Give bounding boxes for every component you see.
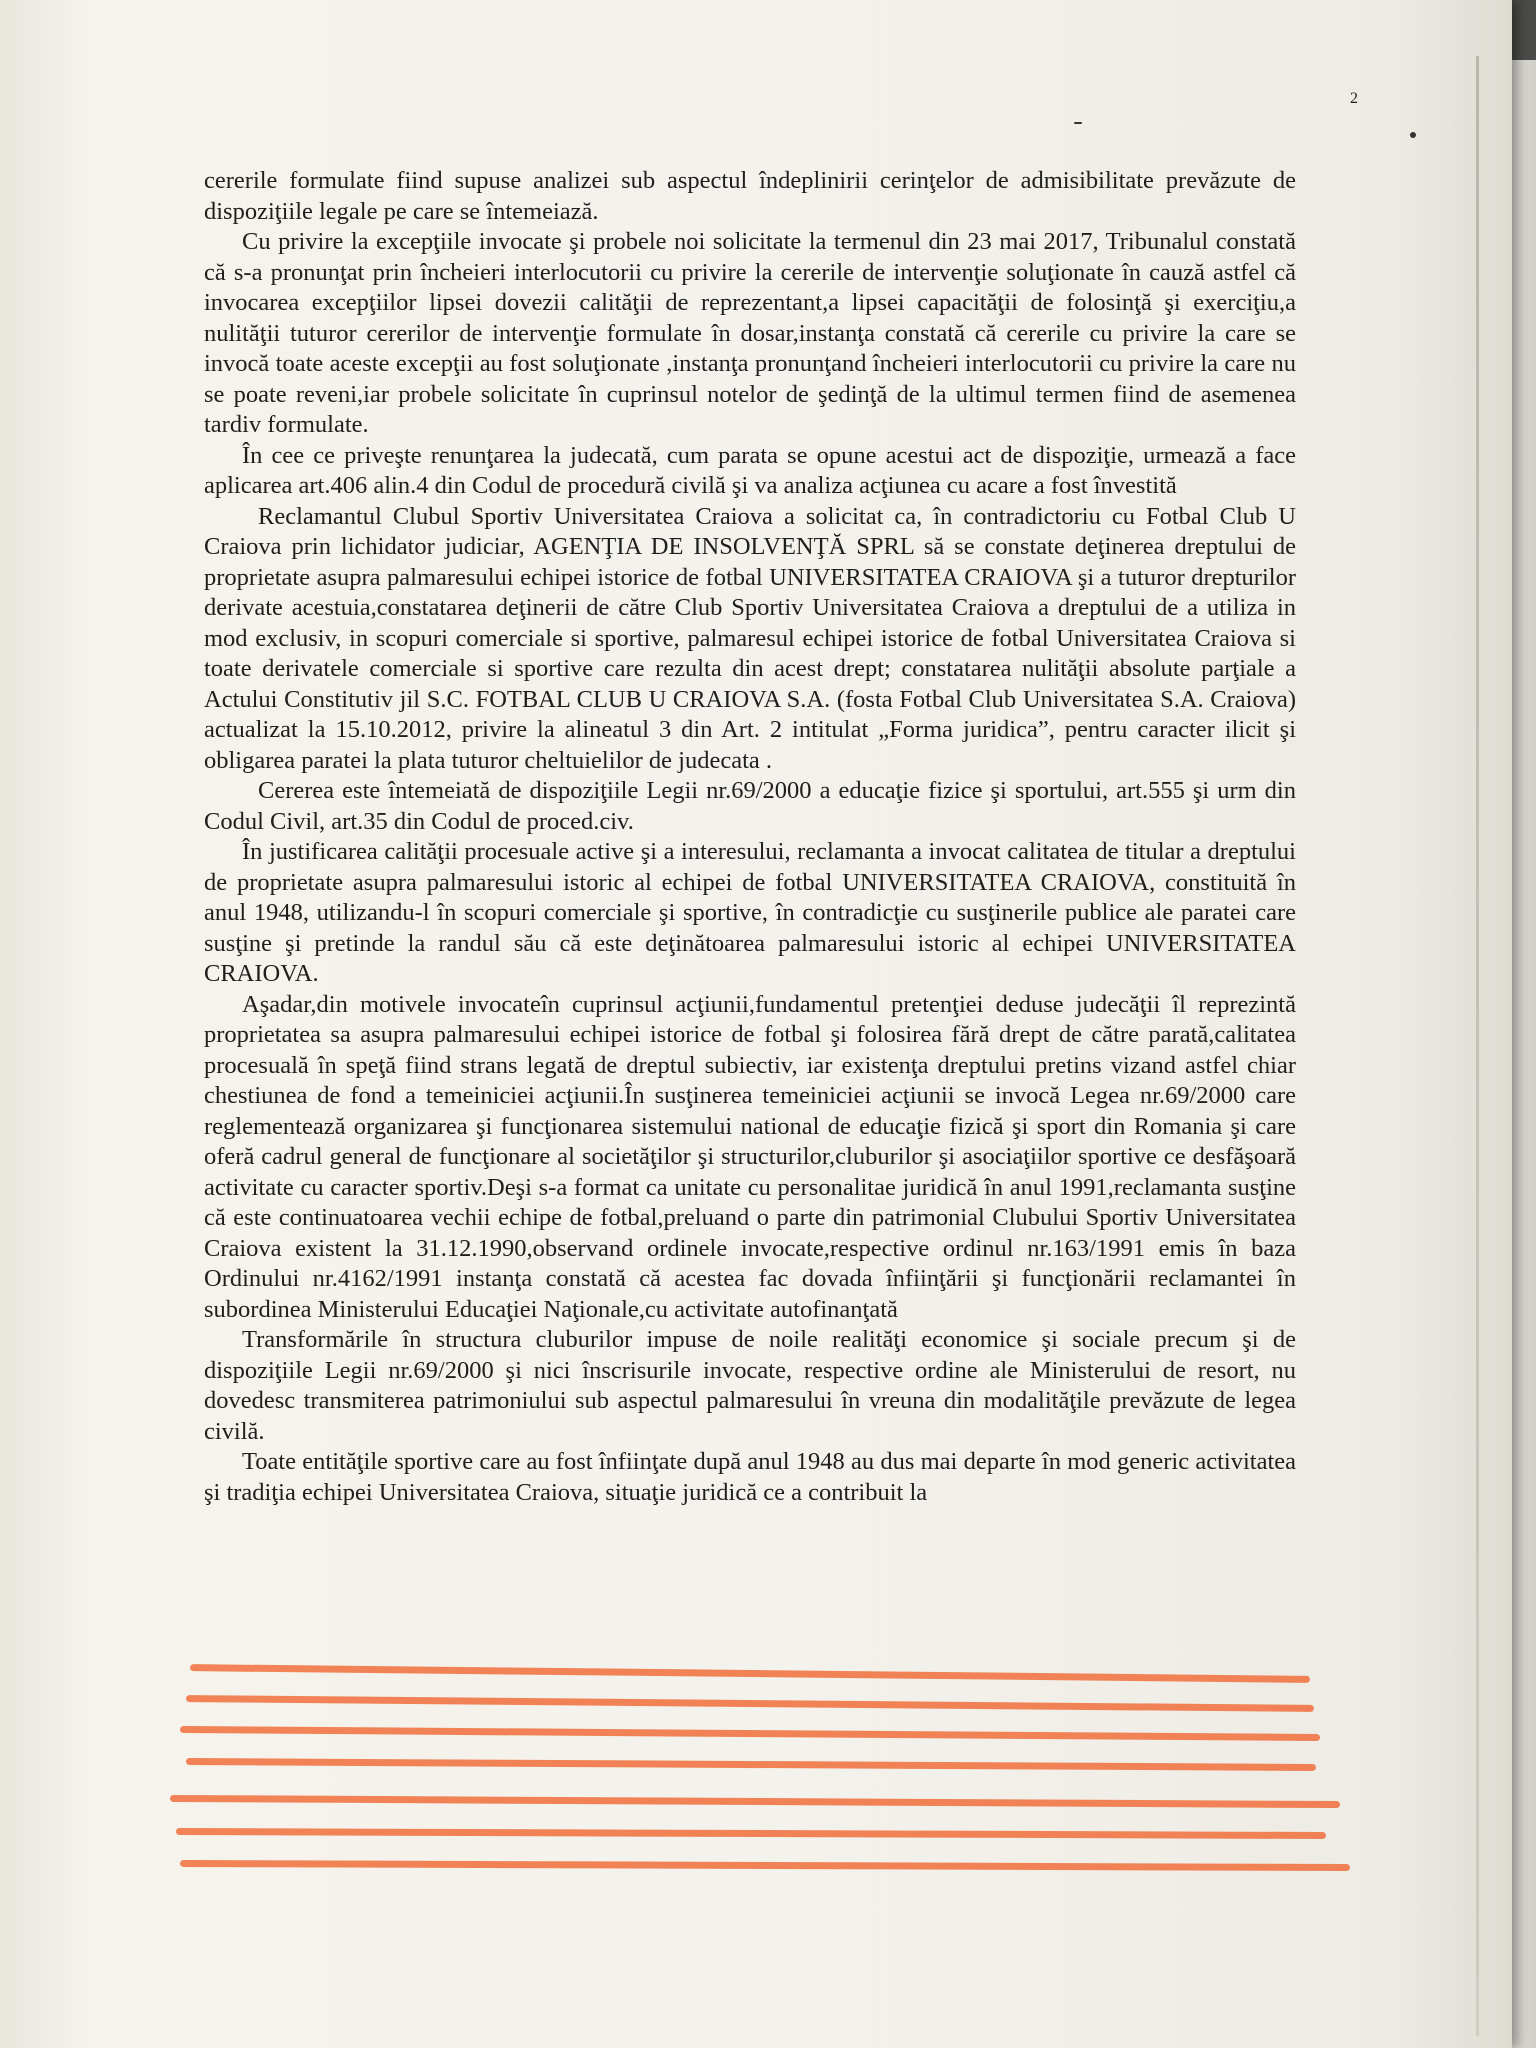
paragraph-3: În cee ce priveşte renunţarea la judecată, cum parata se opune acestui act de dispoziţie, urmează a face aplicarea art.406 alin.4 din Codul de procedură civilă şi va analiza acţiunea cu acare a fost învestită [204, 441, 1296, 499]
speck [1074, 122, 1082, 124]
paragraph-6: În justificarea calităţii procesuale active şi a interesului, reclamanta a invocat calitatea de titular a dreptului de proprietate asupra palmaresului istoric al echipei de fotbal UNIVERSITATEA CRAIOVA, constituită în anul 1948, utilizandu-l în scopuri comerciale şi sportive, în contradicţie cu susţinerile publice ale paratei care susţine şi pretinde la randul său că este deţinătoarea palmaresului istoric al echipei UNIVERSITATEA CRAIOVA. [204, 838, 1296, 987]
paragraph-8-highlighted: Transformările în structura cluburilor impuse de noile realităţi economice şi sociale precum şi de dispoziţiile Legii nr.69/2000 şi nici înscrisurile invocate, respective ordine ale Ministerului de resort, nu dovedesc transmiterea patrimoniului sub aspectul palmaresului în vreuna din modalităţile prevăzute de legea civilă. [204, 1326, 1296, 1445]
page-marker: 2 [1350, 90, 1358, 107]
highlight-stroke [186, 1695, 1314, 1712]
highlight-stroke [180, 1860, 1350, 1871]
highlight-stroke [190, 1664, 1310, 1683]
speck [1410, 132, 1416, 138]
paragraph-1: cererile formulate fiind supuse analizei sub aspectul îndeplinirii cerinţelor de admisibilitate prevăzute de dispoziţiile legale pe care se întemeiază. [204, 167, 1296, 225]
paragraph-4: Reclamantul Clubul Sportiv Universitatea Craiova a solicitat ca, în contradictoriu cu Fotbal Club U Craiova prin lichidator judiciar, AGENŢIA DE INSOLVENŢĂ SPRL să se constate deţinerea dreptului de proprietate asupra palmaresului echipei istorice de fotbal UNIVERSITATEA CRAIOVA şi a tuturor drepturilor derivate acestuia,constatarea deţinerii de către Club Sportiv Universitatea Craiova a dreptului de a utiliza in mod exclusiv, in scopuri comerciale si sportive, palmaresul echipei istorice de fotbal Universitatea Craiova si toate derivatele comerciale si sportive care rezulta din acest drept; constatarea nulităţii absolute parţiale a Actului Constitutiv jil S.C. FOTBAL CLUB U CRAIOVA S.A. (fosta Fotbal Club Universitatea S.A. Craiova) actualizat la 15.10.2012, privire la alineatul 3 din Art. 2 intitulat „Forma juridica”, pentru caracter ilicit şi obligarea paratei la plata tuturor cheltuielilor de judecata . [204, 502, 1296, 774]
highlight-stroke [176, 1828, 1326, 1839]
document-body [204, 166, 1296, 1508]
paragraph-2: Cu privire la excepţiile invocate şi probele noi solicitate la termenul din 23 mai 2017, Tribunalul constată că s-a pronunţat prin încheieri interlocutorii cu privire la cererile de intervenţie soluţionate în cauză astfel că invocarea excepţiilor lipsei dovezii calităţii de reprezentant,a lipsei capacităţii de folosinţă şi exerciţiu,a nulităţii tuturor cererilor de intervenţie formulate în dosar,instanţa constată că cererile cu privire la care se invocă toate aceste excepţii au fost soluţionate ,instanţa pronunţand încheieri interlocutorii cu privire la care nu se poate reveni,iar probele solicitate în cuprinsul notelor de şedinţă de la ultimul termen fiind de asemenea tardiv formulate. [204, 228, 1296, 438]
highlight-stroke [186, 1758, 1316, 1771]
highlight-stroke [180, 1726, 1320, 1741]
highlight-stroke [170, 1795, 1340, 1808]
paragraph-7: Aşadar,din motivele invocateîn cuprinsul acţiunii,fundamentul pretenţiei deduse judecăţii îl reprezintă proprietatea sa asupra palmaresului echipei istorice de fotbal şi folosirea fără drept de către parată,calitatea procesuală în speţă fiind strans legată de dreptul subiectiv, iar existenţa dreptului pretins vizand astfel chiar chestiunea de fond a temeiniciei acţiunii.În susţinerea temeiniciei acţiunii se invocă Legea nr.69/2000 care reglementează organizarea şi funcţionarea sistemului national de educaţie fizică şi sport din Romania şi care oferă cadrul general de funcţionare al societăţilor şi structurilor,cluburilor şi asociaţiilor sportive ce desfăşoară activitate cu caracter sportiv.Deşi s-a format ca unitate cu personalitae juridică în anul 1991,reclamanta susţine că este continuatoarea vechii echipe de fotbal,preluand o parte din patrimonial Clubului Sportiv Universitatea Craiova existent la 31.12.1990,observand ordinele invocate,respective ordinul nr.163/1991 emis în baza Ordinului nr.4162/1991 instanţa constată că acestea fac dovada înfiinţării şi funcţionării reclamantei în subordinea Ministerului Educaţiei Naţionale,cu activitate autofinanţată [204, 990, 1296, 1323]
paragraph-9-highlighted: Toate entităţile sportive care au fost înfiinţate după anul 1948 au dus mai departe în mod generic activitatea şi tradiţia echipei Universitatea Craiova, situaţie juridică ce a contribuit la [204, 1448, 1296, 1506]
page-edge-line [1476, 56, 1479, 2036]
paragraph-5: Cererea este întemeiată de dispoziţiile Legii nr.69/2000 a educaţie fizice şi sportului, art.555 şi urm din Codul Civil, art.35 din Codul de proced.civ. [204, 777, 1296, 835]
